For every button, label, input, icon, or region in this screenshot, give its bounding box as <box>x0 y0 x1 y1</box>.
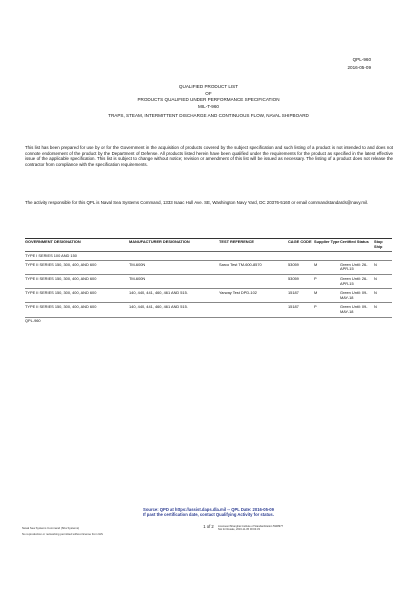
qpl-table <box>25 238 392 323</box>
cell-cert: Green Until: 09-MAY-18 <box>340 304 368 314</box>
table-row <box>25 288 392 302</box>
cell-test: Sarco Test TM-600-8570 <box>219 261 262 267</box>
cell-designation: TYPE II SERIES 150, 300, 400, AND 600 <box>25 290 97 296</box>
doc-date: 2016-05-09 <box>347 65 371 70</box>
cell-stop: N <box>374 290 377 296</box>
footer-left-line-2: No reproduction or networking permitted without license from IHS <box>22 532 103 536</box>
cell-designation: TYPE II SERIES 150, 300, 400, AND 600 <box>25 261 97 267</box>
cell-test: Yarway Test DPD-102 <box>219 290 257 296</box>
cell-manufacturer: TM-600N <box>129 275 146 281</box>
document-id-block <box>348 56 372 72</box>
cell-designation: TYPE II SERIES 150, 300, 400, AND 600 <box>25 304 97 310</box>
cell-cert: Green Until: 26-APR-15 <box>340 261 368 272</box>
header-manufacturer: MANUFACTURER DESIGNATION <box>129 239 190 244</box>
title-line-1: QUALIFIED PRODUCT LIST <box>178 84 239 89</box>
table-row <box>25 260 392 274</box>
doc-number: QPL-960 <box>352 57 371 62</box>
title-line-4: MIL-T-960 <box>198 103 219 109</box>
cell-manufacturer: TM-600N <box>129 261 146 267</box>
title-line-3: PRODUCTS QUALIFIED UNDER PERFORMANCE SPECIFICATION <box>137 97 280 103</box>
cell-cage: 53059 <box>288 261 299 267</box>
footer-left-line-1: Naval Sea Systems Command (Sha Systems) <box>22 526 80 530</box>
cell-stop: N <box>374 261 377 267</box>
cell-supplier: M <box>314 290 318 296</box>
cell-cage: 15187 <box>288 290 299 296</box>
cell-manufacturer: 140, 440, 441, 460, 461 AND 515. <box>129 290 188 296</box>
title-block <box>20 84 397 120</box>
source-note <box>0 507 417 518</box>
cell-cert: Green Until: 09-MAY-18 <box>340 290 368 300</box>
cell-cage: 15187 <box>288 304 299 310</box>
activity-paragraph: The activity responsible for this QPL is Naval Sea Systems Command, 1333 Isaac Hull Ave. SE, Washington Navy Yard, DC 20376-5160 or email commandstandards@navy.mil. <box>25 200 369 205</box>
title-line-2: OF <box>205 90 212 96</box>
cell-designation: TYPE II SERIES 150, 300, 400, AND 600 <box>25 275 97 281</box>
footer-right <box>218 525 283 532</box>
footer-right-line-1: Licensee=Shanghai Institute of Standardization 5938977 <box>218 525 284 528</box>
title-line-5: TRAPS, STEAM, INTERMITTENT DISCHARGE AND CONTINUOUS FLOW, NAVAL SHIPBOARD <box>108 113 309 119</box>
header-supplier: Supplier Type <box>314 239 340 244</box>
source-link-line[interactable]: Source: QPD at https://assist.daps.dla.mil -- QPL Date: 2016-05-09 <box>143 507 274 512</box>
cell-supplier: M <box>314 261 318 267</box>
table-row <box>25 302 392 317</box>
cell-stop: N <box>374 304 377 310</box>
page-number: 1 of 2 <box>203 524 214 529</box>
cell-supplier: P <box>314 304 317 310</box>
cell-stop: N <box>374 275 377 281</box>
header-cert: Certified Status <box>340 239 369 244</box>
header-stop: Stop Ship <box>374 239 383 249</box>
footer-right-line-2: Not for Resale, 2016-11-05 00:04:33 <box>218 528 260 532</box>
group-label: TYPE I SERIES 100 AND 150 <box>25 252 77 258</box>
cell-test <box>219 277 288 286</box>
table-tail-label: QPL-960 <box>25 317 41 323</box>
table-row <box>25 274 392 288</box>
cell-cert: Green Until: 26-APR-15 <box>340 275 368 286</box>
cell-manufacturer: 140, 440, 441, 460, 461 AND 515. <box>129 304 188 310</box>
intro-paragraph: This list has been prepared for use by or for the Government in the acquisition of products covered by the subject specification and such listing of a product is not intended to and does not connote endorsement of the product by the Department of Defense. All products listed herein have been qualified under the requirements for the product as specified in the latest effective issue of the applicable specification. This list is subject to change without notice; revision or amendment of this list will be issued as necessary. The listing of a product does not release the contractor from compliance with the specification requirements. <box>25 145 393 167</box>
certification-note: If past the certification date, contact Qualifying Activity for status. <box>143 512 274 518</box>
header-designation: GOVERNMENT DESIGNATION <box>25 239 81 244</box>
header-test: TEST REFERENCE <box>219 239 255 244</box>
header-cage: CAGE CODE <box>288 239 312 244</box>
table-header-row <box>25 239 392 249</box>
cell-cage: 53059 <box>288 275 299 281</box>
cell-test <box>219 305 288 314</box>
cell-supplier: P <box>314 275 317 281</box>
